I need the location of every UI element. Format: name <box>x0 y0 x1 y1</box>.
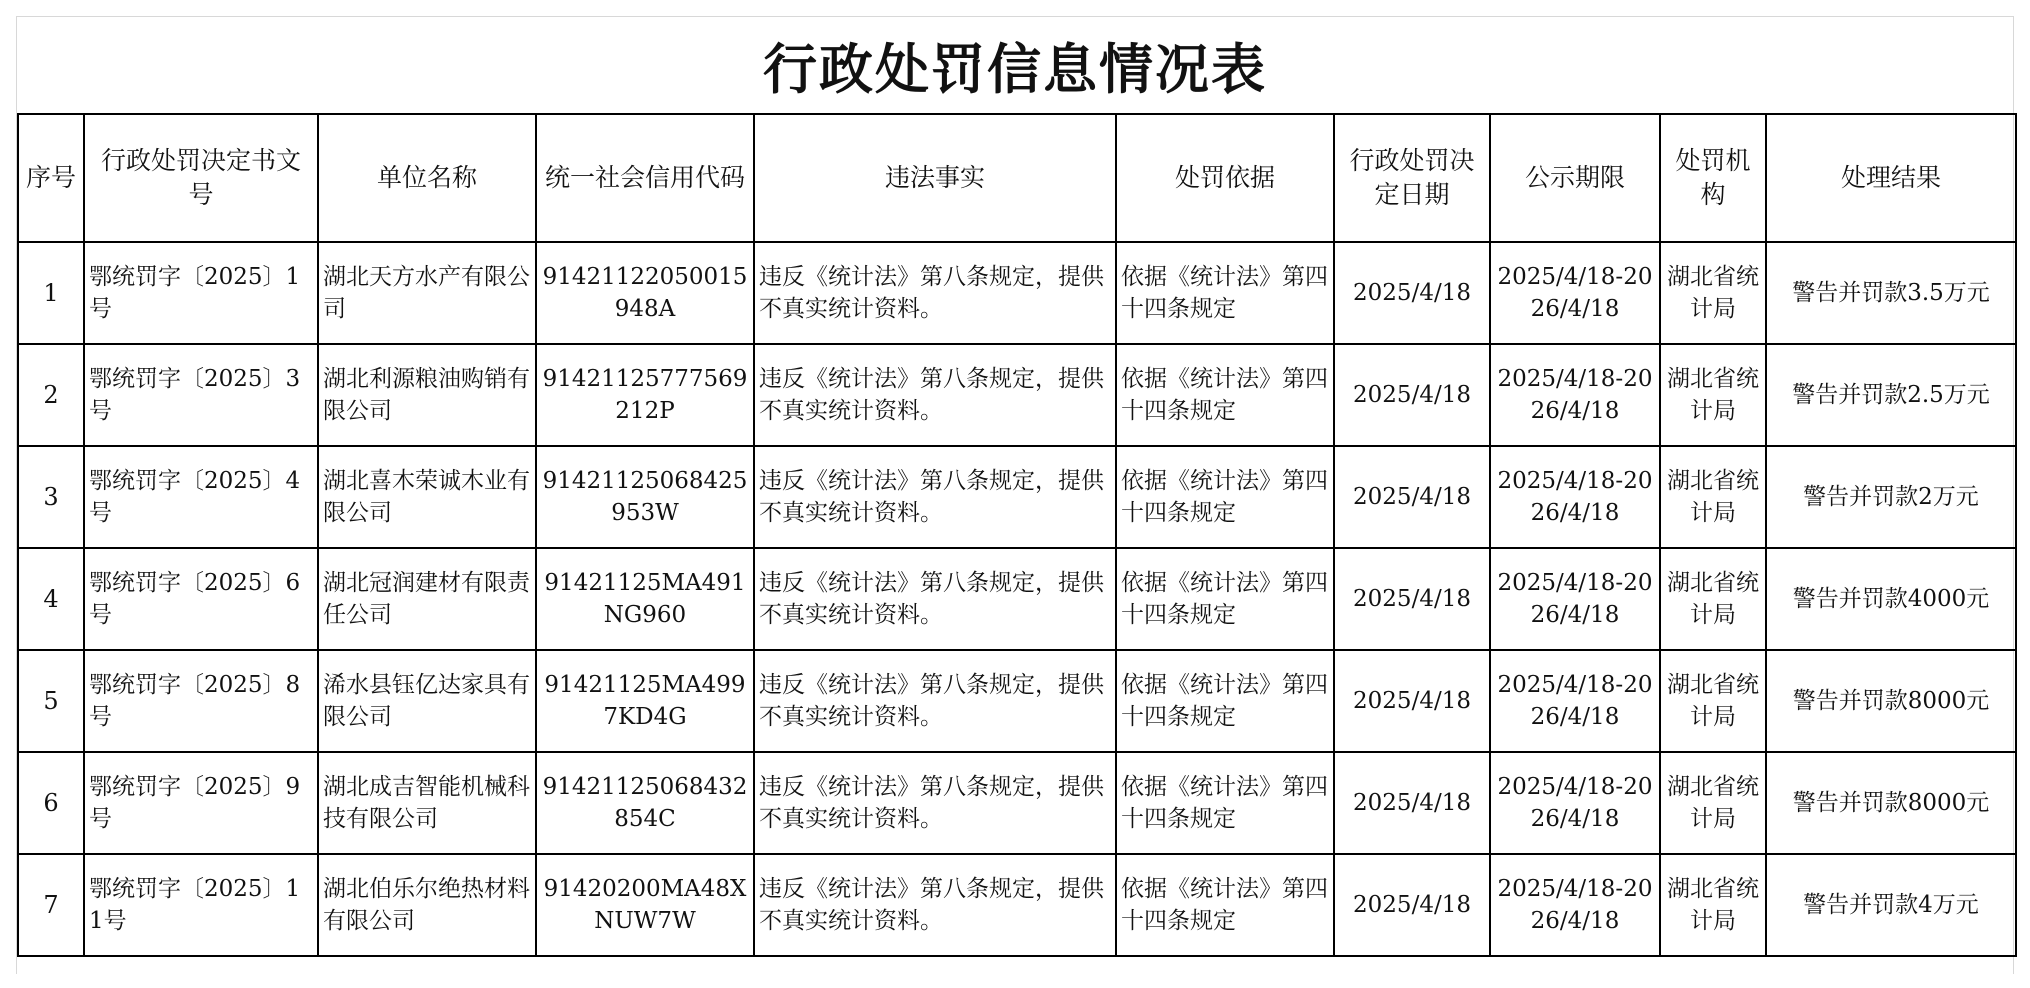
cell-decision-date: 2025/4/18 <box>1334 344 1490 446</box>
header-decision-date: 行政处罚决定日期 <box>1334 114 1490 242</box>
header-no: 序号 <box>18 114 84 242</box>
cell-unit-name: 湖北冠润建材有限责任公司 <box>318 548 536 650</box>
cell-result: 警告并罚款8000元 <box>1766 650 2016 752</box>
cell-penalty-basis: 依据《统计法》第四十四条规定 <box>1116 548 1334 650</box>
cell-no: 7 <box>18 854 84 956</box>
cell-penalty-org: 湖北省统计局 <box>1660 242 1766 344</box>
cell-decision-doc: 鄂统罚字〔2025〕11号 <box>84 854 318 956</box>
cell-decision-doc: 鄂统罚字〔2025〕1号 <box>84 242 318 344</box>
cell-result: 警告并罚款4000元 <box>1766 548 2016 650</box>
header-violation-fact: 违法事实 <box>754 114 1116 242</box>
cell-penalty-org: 湖北省统计局 <box>1660 752 1766 854</box>
cell-decision-doc: 鄂统罚字〔2025〕8号 <box>84 650 318 752</box>
table-row <box>18 242 2016 344</box>
cell-violation-fact: 违反《统计法》第八条规定，提供不真实统计资料。 <box>754 854 1116 956</box>
cell-credit-code: 91421125068432854C <box>536 752 754 854</box>
penalty-table <box>17 113 2017 957</box>
cell-credit-code: 91420200MA48XNUW7W <box>536 854 754 956</box>
cell-result: 警告并罚款2万元 <box>1766 446 2016 548</box>
cell-publicity-period: 2025/4/18-2026/4/18 <box>1490 854 1660 956</box>
cell-credit-code: 91421125068425953W <box>536 446 754 548</box>
cell-penalty-basis: 依据《统计法》第四十四条规定 <box>1116 752 1334 854</box>
header-unit-name: 单位名称 <box>318 114 536 242</box>
cell-decision-date: 2025/4/18 <box>1334 242 1490 344</box>
cell-decision-doc: 鄂统罚字〔2025〕6号 <box>84 548 318 650</box>
cell-decision-doc: 鄂统罚字〔2025〕4号 <box>84 446 318 548</box>
cell-unit-name: 湖北天方水产有限公司 <box>318 242 536 344</box>
header-penalty-org: 处罚机构 <box>1660 114 1766 242</box>
cell-decision-doc: 鄂统罚字〔2025〕9号 <box>84 752 318 854</box>
cell-publicity-period: 2025/4/18-2026/4/18 <box>1490 650 1660 752</box>
cell-violation-fact: 违反《统计法》第八条规定，提供不真实统计资料。 <box>754 650 1116 752</box>
cell-decision-doc: 鄂统罚字〔2025〕3号 <box>84 344 318 446</box>
cell-penalty-org: 湖北省统计局 <box>1660 446 1766 548</box>
cell-penalty-basis: 依据《统计法》第四十四条规定 <box>1116 854 1334 956</box>
cell-decision-date: 2025/4/18 <box>1334 446 1490 548</box>
table-row <box>18 344 2016 446</box>
cell-violation-fact: 违反《统计法》第八条规定，提供不真实统计资料。 <box>754 446 1116 548</box>
table-row <box>18 650 2016 752</box>
cell-penalty-basis: 依据《统计法》第四十四条规定 <box>1116 446 1334 548</box>
cell-credit-code: 91421125MA4997KD4G <box>536 650 754 752</box>
cell-violation-fact: 违反《统计法》第八条规定，提供不真实统计资料。 <box>754 344 1116 446</box>
cell-penalty-basis: 依据《统计法》第四十四条规定 <box>1116 344 1334 446</box>
header-decision-doc: 行政处罚决定书文号 <box>84 114 318 242</box>
cell-credit-code: 91421125777569212P <box>536 344 754 446</box>
cell-result: 警告并罚款3.5万元 <box>1766 242 2016 344</box>
cell-publicity-period: 2025/4/18-2026/4/18 <box>1490 446 1660 548</box>
cell-publicity-period: 2025/4/18-2026/4/18 <box>1490 242 1660 344</box>
cell-unit-name: 湖北利源粮油购销有限公司 <box>318 344 536 446</box>
cell-result: 警告并罚款4万元 <box>1766 854 2016 956</box>
table-row <box>18 752 2016 854</box>
cell-no: 4 <box>18 548 84 650</box>
header-publicity-period: 公示期限 <box>1490 114 1660 242</box>
cell-violation-fact: 违反《统计法》第八条规定，提供不真实统计资料。 <box>754 242 1116 344</box>
cell-unit-name: 湖北伯乐尔绝热材料有限公司 <box>318 854 536 956</box>
header-penalty-basis: 处罚依据 <box>1116 114 1334 242</box>
cell-publicity-period: 2025/4/18-2026/4/18 <box>1490 752 1660 854</box>
table-row <box>18 854 2016 956</box>
cell-unit-name: 浠水县钰亿达家具有限公司 <box>318 650 536 752</box>
cell-result: 警告并罚款2.5万元 <box>1766 344 2016 446</box>
cell-unit-name: 湖北喜木荣诚木业有限公司 <box>318 446 536 548</box>
document-sheet <box>16 16 2014 974</box>
cell-decision-date: 2025/4/18 <box>1334 650 1490 752</box>
header-result: 处理结果 <box>1766 114 2016 242</box>
cell-no: 5 <box>18 650 84 752</box>
table-row <box>18 548 2016 650</box>
cell-violation-fact: 违反《统计法》第八条规定，提供不真实统计资料。 <box>754 548 1116 650</box>
cell-publicity-period: 2025/4/18-2026/4/18 <box>1490 548 1660 650</box>
cell-no: 6 <box>18 752 84 854</box>
cell-decision-date: 2025/4/18 <box>1334 548 1490 650</box>
cell-decision-date: 2025/4/18 <box>1334 854 1490 956</box>
cell-penalty-basis: 依据《统计法》第四十四条规定 <box>1116 650 1334 752</box>
cell-decision-date: 2025/4/18 <box>1334 752 1490 854</box>
cell-no: 1 <box>18 242 84 344</box>
cell-result: 警告并罚款8000元 <box>1766 752 2016 854</box>
cell-no: 3 <box>18 446 84 548</box>
cell-penalty-basis: 依据《统计法》第四十四条规定 <box>1116 242 1334 344</box>
cell-credit-code: 91421125MA491NG960 <box>536 548 754 650</box>
cell-penalty-org: 湖北省统计局 <box>1660 548 1766 650</box>
cell-no: 2 <box>18 344 84 446</box>
table-row <box>18 446 2016 548</box>
cell-penalty-org: 湖北省统计局 <box>1660 854 1766 956</box>
cell-publicity-period: 2025/4/18-2026/4/18 <box>1490 344 1660 446</box>
cell-credit-code: 91421122050015948A <box>536 242 754 344</box>
cell-unit-name: 湖北成吉智能机械科技有限公司 <box>318 752 536 854</box>
table-header-row <box>18 114 2016 242</box>
cell-violation-fact: 违反《统计法》第八条规定，提供不真实统计资料。 <box>754 752 1116 854</box>
page-title: 行政处罚信息情况表 <box>763 36 1267 101</box>
cell-penalty-org: 湖北省统计局 <box>1660 650 1766 752</box>
header-credit-code: 统一社会信用代码 <box>536 114 754 242</box>
cell-penalty-org: 湖北省统计局 <box>1660 344 1766 446</box>
